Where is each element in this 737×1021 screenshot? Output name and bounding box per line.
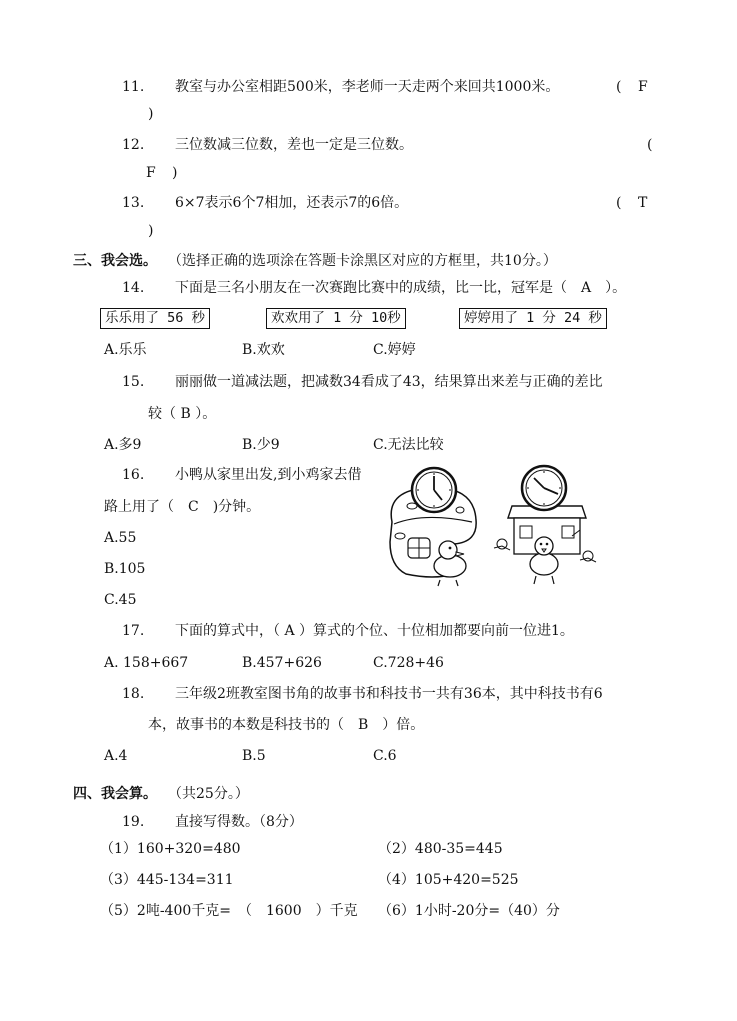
q16-number: 16. xyxy=(122,467,145,483)
q19-item-3: （3）445-134=311 xyxy=(100,872,234,888)
q12-answer: F xyxy=(146,165,156,181)
q13-number: 13. xyxy=(122,195,145,211)
q12-paren-close: ) xyxy=(172,165,178,181)
q11-paren-close: ) xyxy=(148,106,154,122)
q18-option-a: A.4 xyxy=(104,748,128,764)
q17-option-c: C.728+46 xyxy=(373,655,444,671)
q14-box-tingting: 婷婷用了 1 分 24 秒 xyxy=(459,308,607,329)
q11-text: 教室与办公室相距500米，李老师一天走两个来回共1000米。 xyxy=(175,79,560,95)
q14-option-c: C.婷婷 xyxy=(373,342,416,358)
q16-line2: 路上用了（ C )分钟。 xyxy=(104,499,261,515)
q19-text: 直接写得数。（8分） xyxy=(175,814,303,830)
q19-item-2: （2）480-35=445 xyxy=(378,841,503,857)
q18-line1: 三年级2班教室图书角的故事书和科技书一共有36本，其中科技书有6 xyxy=(175,686,603,702)
q13-text: 6×7表示6个7相加，还表示7的6倍。 xyxy=(175,195,409,211)
q14-number: 14. xyxy=(122,280,145,296)
section4-instruction: （共25分。） xyxy=(168,786,249,802)
q15-option-c: C.无法比较 xyxy=(373,437,444,453)
section3-instruction: （选择正确的选项涂在答题卡涂黑区对应的方框里，共10分。） xyxy=(168,253,557,269)
q15-number: 15. xyxy=(122,374,145,390)
q16-option-a: A.55 xyxy=(104,530,137,546)
q14-option-a: A.乐乐 xyxy=(104,342,147,358)
q17-option-a: A. 158+667 xyxy=(104,655,189,671)
section4-heading: 四、我会算。 xyxy=(73,786,157,802)
q19-item-1: （1）160+320=480 xyxy=(100,841,241,857)
q17-option-b: B.457+626 xyxy=(242,655,322,671)
chick-house-clock-illustration xyxy=(490,460,600,588)
q18-option-b: B.5 xyxy=(242,748,266,764)
q14-text: 下面是三名小朋友在一次赛跑比赛中的成绩，比一比，冠军是（ A ）。 xyxy=(175,280,627,296)
q15-line2: 较（ B ）。 xyxy=(148,406,217,422)
q19-item-4: （4）105+420=525 xyxy=(378,872,519,888)
q13-paren-close: ) xyxy=(148,223,154,239)
q12-number: 12. xyxy=(122,137,145,153)
q16-option-b: B.105 xyxy=(104,561,146,577)
q12-text: 三位数减三位数，差也一定是三位数。 xyxy=(175,137,413,153)
q14-box-huanhuan: 欢欢用了 1 分 10秒 xyxy=(266,308,406,329)
q16-option-c: C.45 xyxy=(104,592,137,608)
duck-house-clock-illustration xyxy=(384,462,484,588)
q18-line2: 本，故事书的本数是科技书的（ B ）倍。 xyxy=(148,717,425,733)
q11-answer: F xyxy=(638,79,648,95)
q11-paren-open: ( xyxy=(616,79,622,95)
q18-number: 18. xyxy=(122,686,145,702)
section3-heading: 三、我会选。 xyxy=(73,253,157,269)
q19-item-6: （6）1小时-20分=（40）分 xyxy=(378,903,560,919)
q17-number: 17. xyxy=(122,623,145,639)
q15-line1: 丽丽做一道减法题，把减数34看成了43，结果算出来差与正确的差比 xyxy=(175,374,603,390)
q14-box-lele: 乐乐用了 56 秒 xyxy=(100,308,210,329)
q15-option-a: A.多9 xyxy=(104,437,142,453)
q15-option-b: B.少9 xyxy=(242,437,280,453)
q13-answer: T xyxy=(638,195,648,211)
q11-number: 11. xyxy=(122,79,145,95)
q13-paren-open: ( xyxy=(616,195,622,211)
q16-line1: 小鸭从家里出发,到小鸡家去借 xyxy=(175,467,362,483)
q19-item-5: （5）2吨-400千克= （ 1600 ）千克 xyxy=(100,903,358,919)
q14-option-b: B.欢欢 xyxy=(242,342,285,358)
q17-text: 下面的算式中，（ A ）算式的个位、十位相加都要向前一位进1。 xyxy=(175,623,574,639)
q12-paren-open: ( xyxy=(647,137,653,153)
q18-option-c: C.6 xyxy=(373,748,397,764)
q19-number: 19. xyxy=(122,814,145,830)
